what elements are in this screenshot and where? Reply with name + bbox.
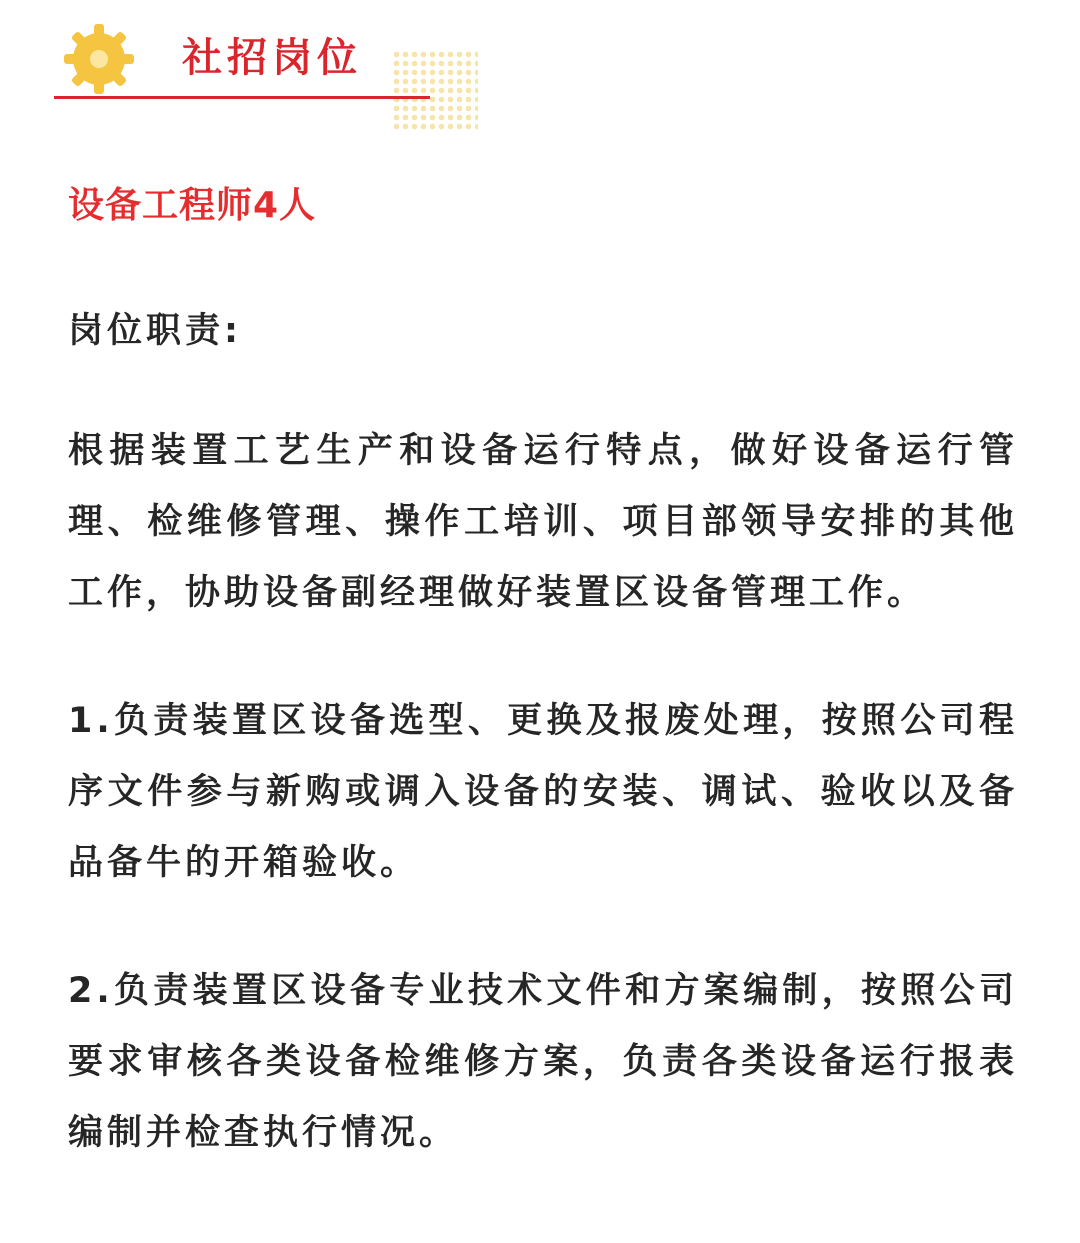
decorative-dots (392, 50, 478, 130)
gear-icon (62, 22, 136, 96)
job-content (68, 178, 1018, 1226)
intro-paragraph: 根据装置工艺生产和设备运行特点，做好设备运行管理、检维修管理、操作工培训、项目部领导安排的其他工作，协助设备副经理做好装置区设备管理工作。 (68, 431, 1018, 613)
duty-item-2: 2.负责装置区设备专业技术文件和方案编制，按照公司要求审核各类设备检维修方案，负责各类设备运行报表编制并检查执行情况。 (68, 971, 1018, 1153)
header-underline (54, 96, 430, 99)
responsibilities-label: 岗位职责: (68, 311, 242, 351)
section-header (0, 0, 1080, 140)
position-title: 设备工程师4人 (68, 185, 317, 226)
duty-item-1: 1.负责装置区设备选型、更换及报废处理，按照公司程序文件参与新购或调入设备的安装、调试、验收以及备品备牛的开箱验收。 (68, 701, 1018, 883)
header-title: 社招岗位 (182, 35, 362, 81)
